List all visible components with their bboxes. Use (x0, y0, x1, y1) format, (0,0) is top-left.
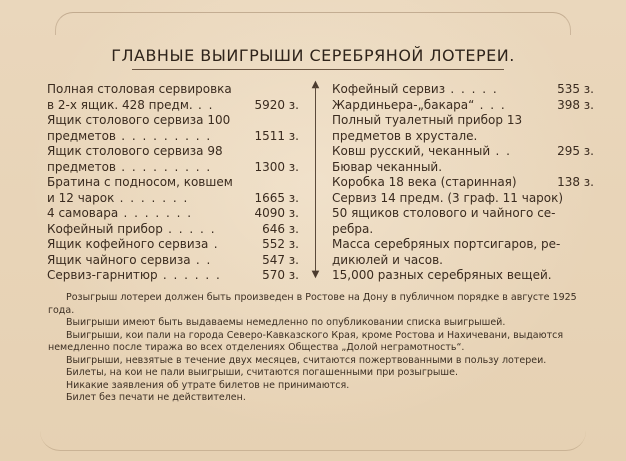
page-title: ГЛАВНЫЕ ВЫИГРЫШИ СЕРЕБРЯНОЙ ЛОТЕРЕИ. (111, 46, 515, 65)
prize-name: Полная столовая сервировка (47, 82, 232, 96)
prize-value: 1300 з. (254, 159, 299, 174)
prize-row (332, 82, 598, 98)
prize-value: 295 з. (557, 144, 594, 158)
prize-row (47, 206, 303, 222)
prize-row (332, 129, 598, 145)
prize-row (47, 268, 303, 284)
leader-dots: . . . . . (445, 82, 499, 96)
prize-value: 398 з. (557, 97, 594, 112)
prize-name: предметов в хрустале. (332, 128, 478, 143)
prize-row (47, 253, 303, 269)
prize-row (47, 191, 303, 207)
prize-row (47, 144, 303, 160)
arrow-up-icon: ▲ (311, 79, 320, 90)
prize-list-left (47, 82, 303, 284)
prize-value: 138 з. (557, 175, 594, 189)
prize-row (332, 191, 598, 207)
prize-value: 1511 з. (254, 128, 299, 143)
prize-row (332, 268, 598, 284)
prize-name: Ковш русский, чеканный (332, 144, 491, 158)
leader-dots: . . (192, 97, 214, 112)
prize-name: предметов (47, 128, 116, 143)
prize-value: 4090 з. (254, 206, 299, 220)
prize-value: 1665 з. (254, 190, 299, 205)
prize-row (47, 237, 303, 253)
prize-row (332, 98, 598, 114)
leader-dots: . . . (474, 97, 507, 112)
leader-dots: . . . . . . . . . (115, 128, 212, 143)
prize-value: 646 з. (262, 221, 299, 236)
prize-name: и 12 чарок (47, 190, 115, 205)
leader-dots: . . (490, 144, 512, 158)
prize-name: дикюлей и часов. (332, 252, 443, 267)
title-underline (132, 69, 504, 70)
prize-row (332, 175, 598, 191)
prize-row (332, 160, 598, 176)
ornament-frame-bottom (40, 424, 586, 451)
leader-dots: . . . . . . (157, 268, 222, 282)
prize-row (47, 175, 303, 191)
prize-row (47, 222, 303, 238)
prize-row (47, 113, 303, 129)
rule-paragraph: Выигрыши имеют быть выдаваемы немедленно по опубликовании списка выигрышей. (66, 317, 506, 328)
prize-name: Ящик столового сервиза 98 (47, 144, 223, 158)
prize-value: 570 з. (262, 268, 299, 282)
prize-name: в 2-х ящик. 428 предм. (47, 97, 193, 112)
prize-name: Кофейный сервиз (332, 82, 446, 96)
prize-name: Кофейный прибор (47, 221, 163, 236)
prize-name: ребра. (332, 221, 374, 236)
prize-row (47, 98, 303, 114)
rule-paragraph: Выигрыши, невзятые в течение двух месяцев, считаются пожертвованными в пользу лотереи. (66, 354, 547, 366)
prize-name: 15,000 разных серебряных вещей. (332, 268, 552, 282)
prize-name: Ящик столового сервиза 100 (47, 113, 231, 127)
leader-dots: . . . . . . . (114, 190, 189, 205)
rule-paragraph: Билеты, на кои не пали выигрыши, считаются погашенными при розыгрыше. (66, 367, 458, 378)
arrow-down-icon: ▼ (311, 269, 320, 280)
leader-dots: . . (190, 252, 212, 267)
prize-row (332, 237, 598, 253)
prize-name: 50 ящиков столового и чайного се- (332, 206, 556, 220)
prize-value: 552 з. (262, 237, 299, 251)
prize-name: Масса серебряных портсигаров, ре- (332, 237, 561, 251)
rule-paragraph: Розыгрыш лотереи должен быть произведен в Ростове на Дону в публичном порядке в августе 1925 года. (48, 292, 577, 316)
prize-name: предметов (47, 159, 116, 174)
prize-value: 547 з. (262, 252, 299, 267)
prize-name: Ящик чайного сервиза (47, 252, 191, 267)
lottery-rules (48, 292, 588, 405)
rule-paragraph: Выигрыши, кои пали на города Северо-Кавказского Края, кроме Ростова и Нахичевани, выдаются немедленно после тиража во всех отделениях Общества „Долой неграмотность“. (48, 329, 564, 353)
leader-dots: . (208, 237, 220, 251)
prize-row (47, 82, 303, 98)
prize-name: Жардиньера-„бакара“ (332, 97, 475, 112)
prize-value: 535 з. (557, 82, 594, 96)
leader-dots: . . . . . (162, 221, 217, 236)
column-divider (315, 86, 316, 274)
prize-row (332, 113, 598, 129)
prize-name: Сервиз 14 предм. (3 граф. 11 чарок) (332, 190, 564, 205)
prize-row (332, 206, 598, 222)
prize-name: Полный туалетный прибор 13 (332, 113, 523, 127)
prize-list-right (332, 82, 598, 284)
leader-dots: . . . . . . . . . (115, 159, 212, 174)
prize-row (332, 253, 598, 269)
prize-row (47, 160, 303, 176)
leader-dots: . . . . . . . (118, 206, 193, 220)
rule-paragraph: Билет без печати не действителен. (66, 392, 246, 403)
prize-value: 5920 з. (254, 97, 299, 112)
prize-row (332, 222, 598, 238)
prize-row (332, 144, 598, 160)
prize-name: Коробка 18 века (старинная) (332, 175, 517, 189)
prize-name: Ящик кофейного сервиза (47, 237, 209, 251)
ornament-frame-top (55, 12, 571, 35)
prize-name: Братина с подносом, ковшем (47, 175, 233, 189)
prize-name: Бювар чеканный. (332, 159, 443, 174)
prize-name: 4 самовара (47, 206, 119, 220)
prize-row (47, 129, 303, 145)
rule-paragraph: Никакие заявления об утрате билетов не принимаются. (66, 379, 350, 391)
prize-name: Сервиз-гарнитюр (47, 268, 158, 282)
